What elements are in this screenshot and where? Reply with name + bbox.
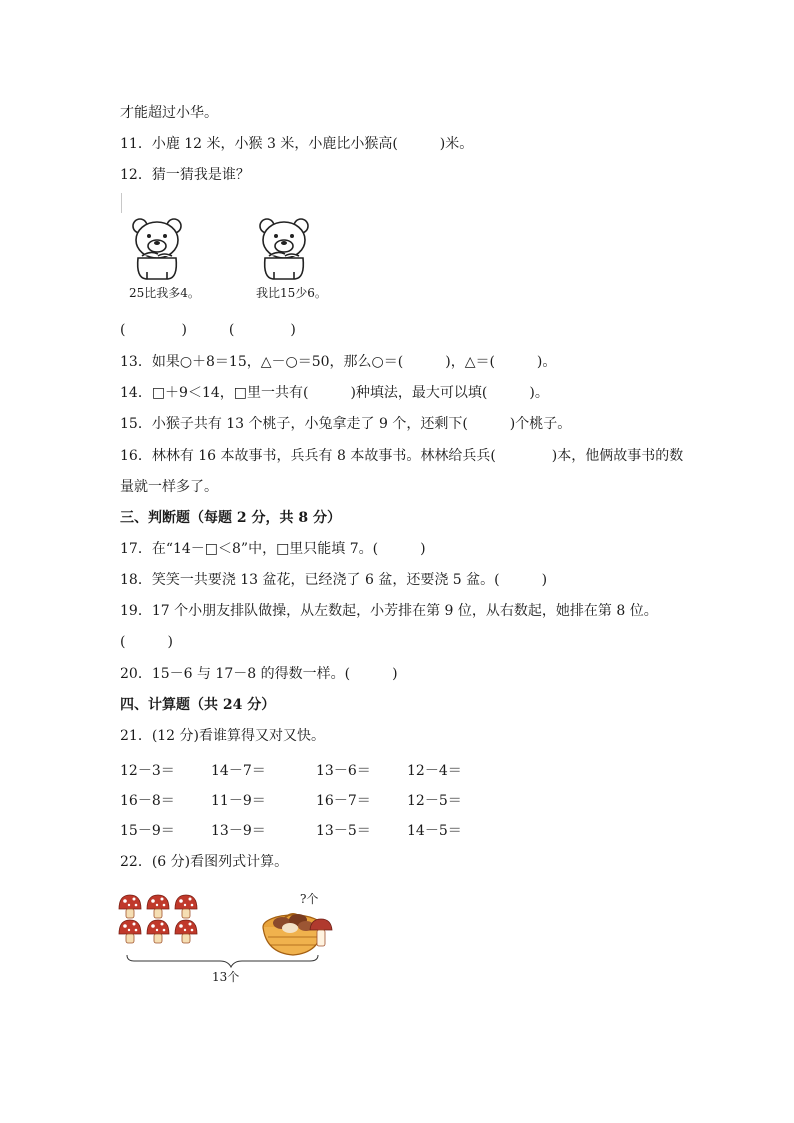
- question-14: 14．□＋9＜14，□里一共有( )种填法，最大可以填( )。: [120, 385, 549, 401]
- question-16: 16．林林有 16 本故事书，兵兵有 8 本故事书。林林给兵兵( )本，他俩故事书的数: [120, 448, 684, 464]
- question-20: 20．15－6 与 17－8 的得数一样。( ): [120, 666, 398, 682]
- calc-item: 14－5＝: [407, 823, 462, 839]
- calc-item: 12－4＝: [407, 763, 462, 779]
- calc-item: 12－5＝: [407, 793, 462, 809]
- calc-item: 12－3＝: [120, 763, 175, 779]
- question-22: 22．(6 分)看图列式计算。: [120, 854, 289, 870]
- section-4-heading: 四、计算题（共 24 分）: [120, 697, 276, 713]
- mushroom-icon: [147, 895, 169, 918]
- calc-item: 13－6＝: [316, 763, 371, 779]
- bear-right-caption: 我比15少6。: [256, 286, 327, 300]
- question-16-continued: 量就一样多了。: [120, 479, 218, 495]
- mushroom-icon: [119, 895, 141, 918]
- calc-item: 11－9＝: [211, 793, 266, 809]
- bear-icon: [255, 216, 313, 282]
- question-18: 18．笑笑一共要浇 13 盆花，已经浇了 6 盆，还要浇 5 盆。( ): [120, 572, 548, 588]
- continued-text: 才能超过小华。: [120, 105, 218, 121]
- unknown-count-label: ?个: [300, 892, 319, 906]
- basket-icon: [263, 914, 323, 955]
- mushroom-icon: [147, 920, 169, 943]
- calc-item: 16－8＝: [120, 793, 175, 809]
- question-21: 21．(12 分)看谁算得又对又快。: [120, 728, 326, 744]
- bear-right: [255, 216, 313, 286]
- mushroom-icon: [175, 920, 197, 943]
- bear-icon: [128, 216, 186, 282]
- calc-item: 16－7＝: [316, 793, 371, 809]
- question-17: 17．在“14－□＜8”中，□里只能填 7。( ): [120, 541, 426, 557]
- mushroom-icon: [175, 895, 197, 918]
- total-count-label: 13个: [212, 970, 240, 984]
- question-12-answers: ( ) ( ): [120, 322, 296, 338]
- mushroom-icon: [119, 920, 141, 943]
- question-19: 19．17 个小朋友排队做操，从左数起，小芳排在第 9 位，从右数起，她排在第 8 位。: [120, 603, 658, 619]
- bear-left-caption: 25比我多4。: [129, 286, 200, 300]
- margin-mark: [121, 193, 122, 213]
- question-13: 13．如果○＋8＝15，△－○＝50，那么○＝( )，△＝( )。: [120, 354, 557, 370]
- section-3-heading: 三、判断题（每题 2 分，共 8 分）: [120, 510, 341, 526]
- calc-item: 13－9＝: [211, 823, 266, 839]
- bear-left: [128, 216, 186, 286]
- question-15: 15．小猴子共有 13 个桃子，小兔拿走了 9 个，还剩下( )个桃子。: [120, 416, 572, 432]
- question-12: 12．猜一猜我是谁？: [120, 167, 250, 183]
- question-11: 11．小鹿 12 米，小猴 3 米，小鹿比小猴高( )米。: [120, 136, 474, 152]
- question-19-answer: ( ): [120, 634, 173, 650]
- calc-item: 13－5＝: [316, 823, 371, 839]
- calc-item: 14－7＝: [211, 763, 266, 779]
- bracket: [127, 955, 318, 967]
- calc-item: 15－9＝: [120, 823, 175, 839]
